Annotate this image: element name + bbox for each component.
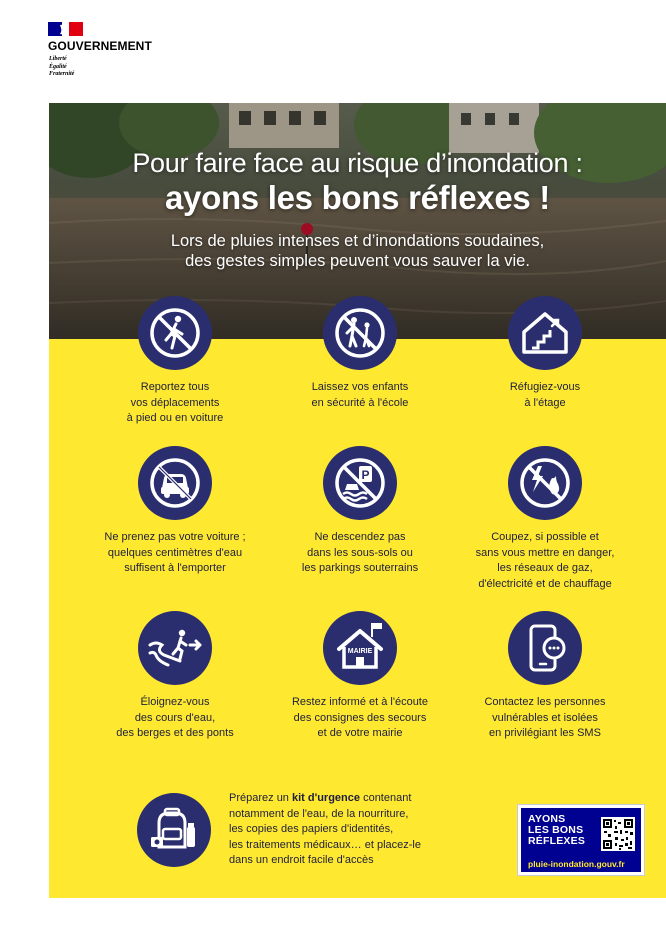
tip-cut-utilities <box>445 446 645 592</box>
no-car-icon <box>138 446 212 520</box>
tip-line: Éloignez-vous <box>140 696 210 708</box>
government-title: GOUVERNEMENT <box>48 39 152 53</box>
kit-line: dans un endroit facile d'accès <box>229 854 374 866</box>
marianne-flag-icon <box>48 22 83 36</box>
kit-pre: Préparez un <box>229 792 292 804</box>
tip-line: Contactez les personnes <box>484 696 606 708</box>
poster-subtitle <box>49 231 666 271</box>
tip-line: Laissez vos enfants <box>311 381 409 393</box>
town-hall-icon <box>323 611 397 685</box>
away-from-river-icon <box>138 611 212 685</box>
children-school-icon <box>323 296 397 370</box>
tip-text <box>445 695 645 742</box>
tip-line: Ne descendez pas <box>314 531 406 543</box>
qr-code-icon <box>601 817 635 851</box>
tip-line: les réseaux de gaz, <box>497 562 593 574</box>
kit-line: les copies des papiers d'identités, <box>229 823 394 835</box>
smartphone-sms-icon <box>508 611 582 685</box>
kit-line-first <box>229 791 469 807</box>
tip-line: vos déplacements <box>130 396 220 409</box>
subtitle-line1: Lors de pluies intenses et d’inondations soudaines, <box>170 232 545 250</box>
tip-text <box>260 695 460 742</box>
mairie-label: MAIRIE <box>347 648 373 655</box>
tip-line: sans vous mettre en danger, <box>475 546 615 559</box>
tip-line: des berges et des ponts <box>116 727 234 739</box>
tip-text <box>445 380 645 411</box>
stamp-line3: RÉFLEXES <box>528 835 586 847</box>
tip-text <box>260 530 460 577</box>
tip-line: dans les sous-sols ou <box>307 546 413 559</box>
tip-line: des consignes des secours <box>293 711 427 724</box>
flood-poster <box>49 103 666 898</box>
tip-line: suffisent à l'emporter <box>124 562 226 574</box>
republic-motto <box>49 56 74 79</box>
campaign-website-link[interactable]: pluie-inondation.gouv.fr <box>528 859 625 869</box>
cut-utilities-icon <box>508 446 582 520</box>
kit-line: les traitements médicaux… et placez-le <box>229 838 421 851</box>
stamp-line2: LES BONS <box>528 824 584 836</box>
kit-text <box>229 791 469 869</box>
tip-children-school <box>260 296 460 411</box>
tip-no-car <box>75 446 275 577</box>
emergency-kit-icon <box>137 793 211 867</box>
tip-stay-informed <box>260 611 460 742</box>
tip-no-basement <box>260 446 460 577</box>
tip-text <box>260 380 460 411</box>
tip-line: des cours d'eau, <box>134 711 216 724</box>
tip-line: vulnérables et isolées <box>492 711 598 724</box>
tip-line: en privilégiant les SMS <box>489 727 601 739</box>
parking-letter: P <box>361 468 370 482</box>
motto-egalite: Égalité <box>49 63 67 70</box>
no-parking-basement-icon <box>323 446 397 520</box>
tip-move-away-river <box>75 611 275 742</box>
tip-go-upstairs <box>445 296 645 411</box>
tip-line: Ne prenez pas votre voiture ; <box>104 531 246 543</box>
tip-text <box>75 695 275 742</box>
tip-line: d'électricité et de chauffage <box>478 577 612 590</box>
motto-liberte: Liberté <box>49 56 67 62</box>
upstairs-refuge-icon <box>508 296 582 370</box>
tip-line: à l'étage <box>524 396 566 409</box>
tip-contact-vulnerable <box>445 611 645 742</box>
tip-postpone-travel <box>75 296 275 427</box>
tip-line: quelques centimètres d'eau <box>107 546 243 559</box>
tip-line: en sécurité à l'école <box>311 396 409 409</box>
tip-text <box>75 380 275 427</box>
poster-title-line2: ayons les bons réflexes ! <box>164 179 550 216</box>
tip-line: Coupez, si possible et <box>491 531 599 543</box>
motto-fraternite: Fraternité <box>49 71 75 77</box>
tip-line: Restez informé et à l'écoute <box>291 696 428 708</box>
tip-line: à pied ou en voiture <box>126 412 224 424</box>
tip-text <box>445 530 645 592</box>
kit-post: contenant <box>360 792 412 804</box>
tip-text <box>75 530 275 577</box>
kit-line: notamment de l'eau, de la nourriture, <box>229 807 409 820</box>
subtitle-line2: des gestes simples peuvent vous sauver la vie. <box>185 252 530 270</box>
tip-line: et de votre mairie <box>317 727 403 739</box>
poster-title-line1: Pour faire face au risque d’inondation : <box>132 148 583 178</box>
no-walking-icon <box>138 296 212 370</box>
tip-line: Réfugiez-vous <box>509 381 581 393</box>
campaign-stamp <box>518 805 644 875</box>
stamp-line1: AYONS <box>528 813 566 825</box>
kit-bold: kit d'urgence <box>291 792 361 804</box>
tip-line: Reportez tous <box>140 381 210 393</box>
tip-line: les parkings souterrains <box>301 562 419 574</box>
